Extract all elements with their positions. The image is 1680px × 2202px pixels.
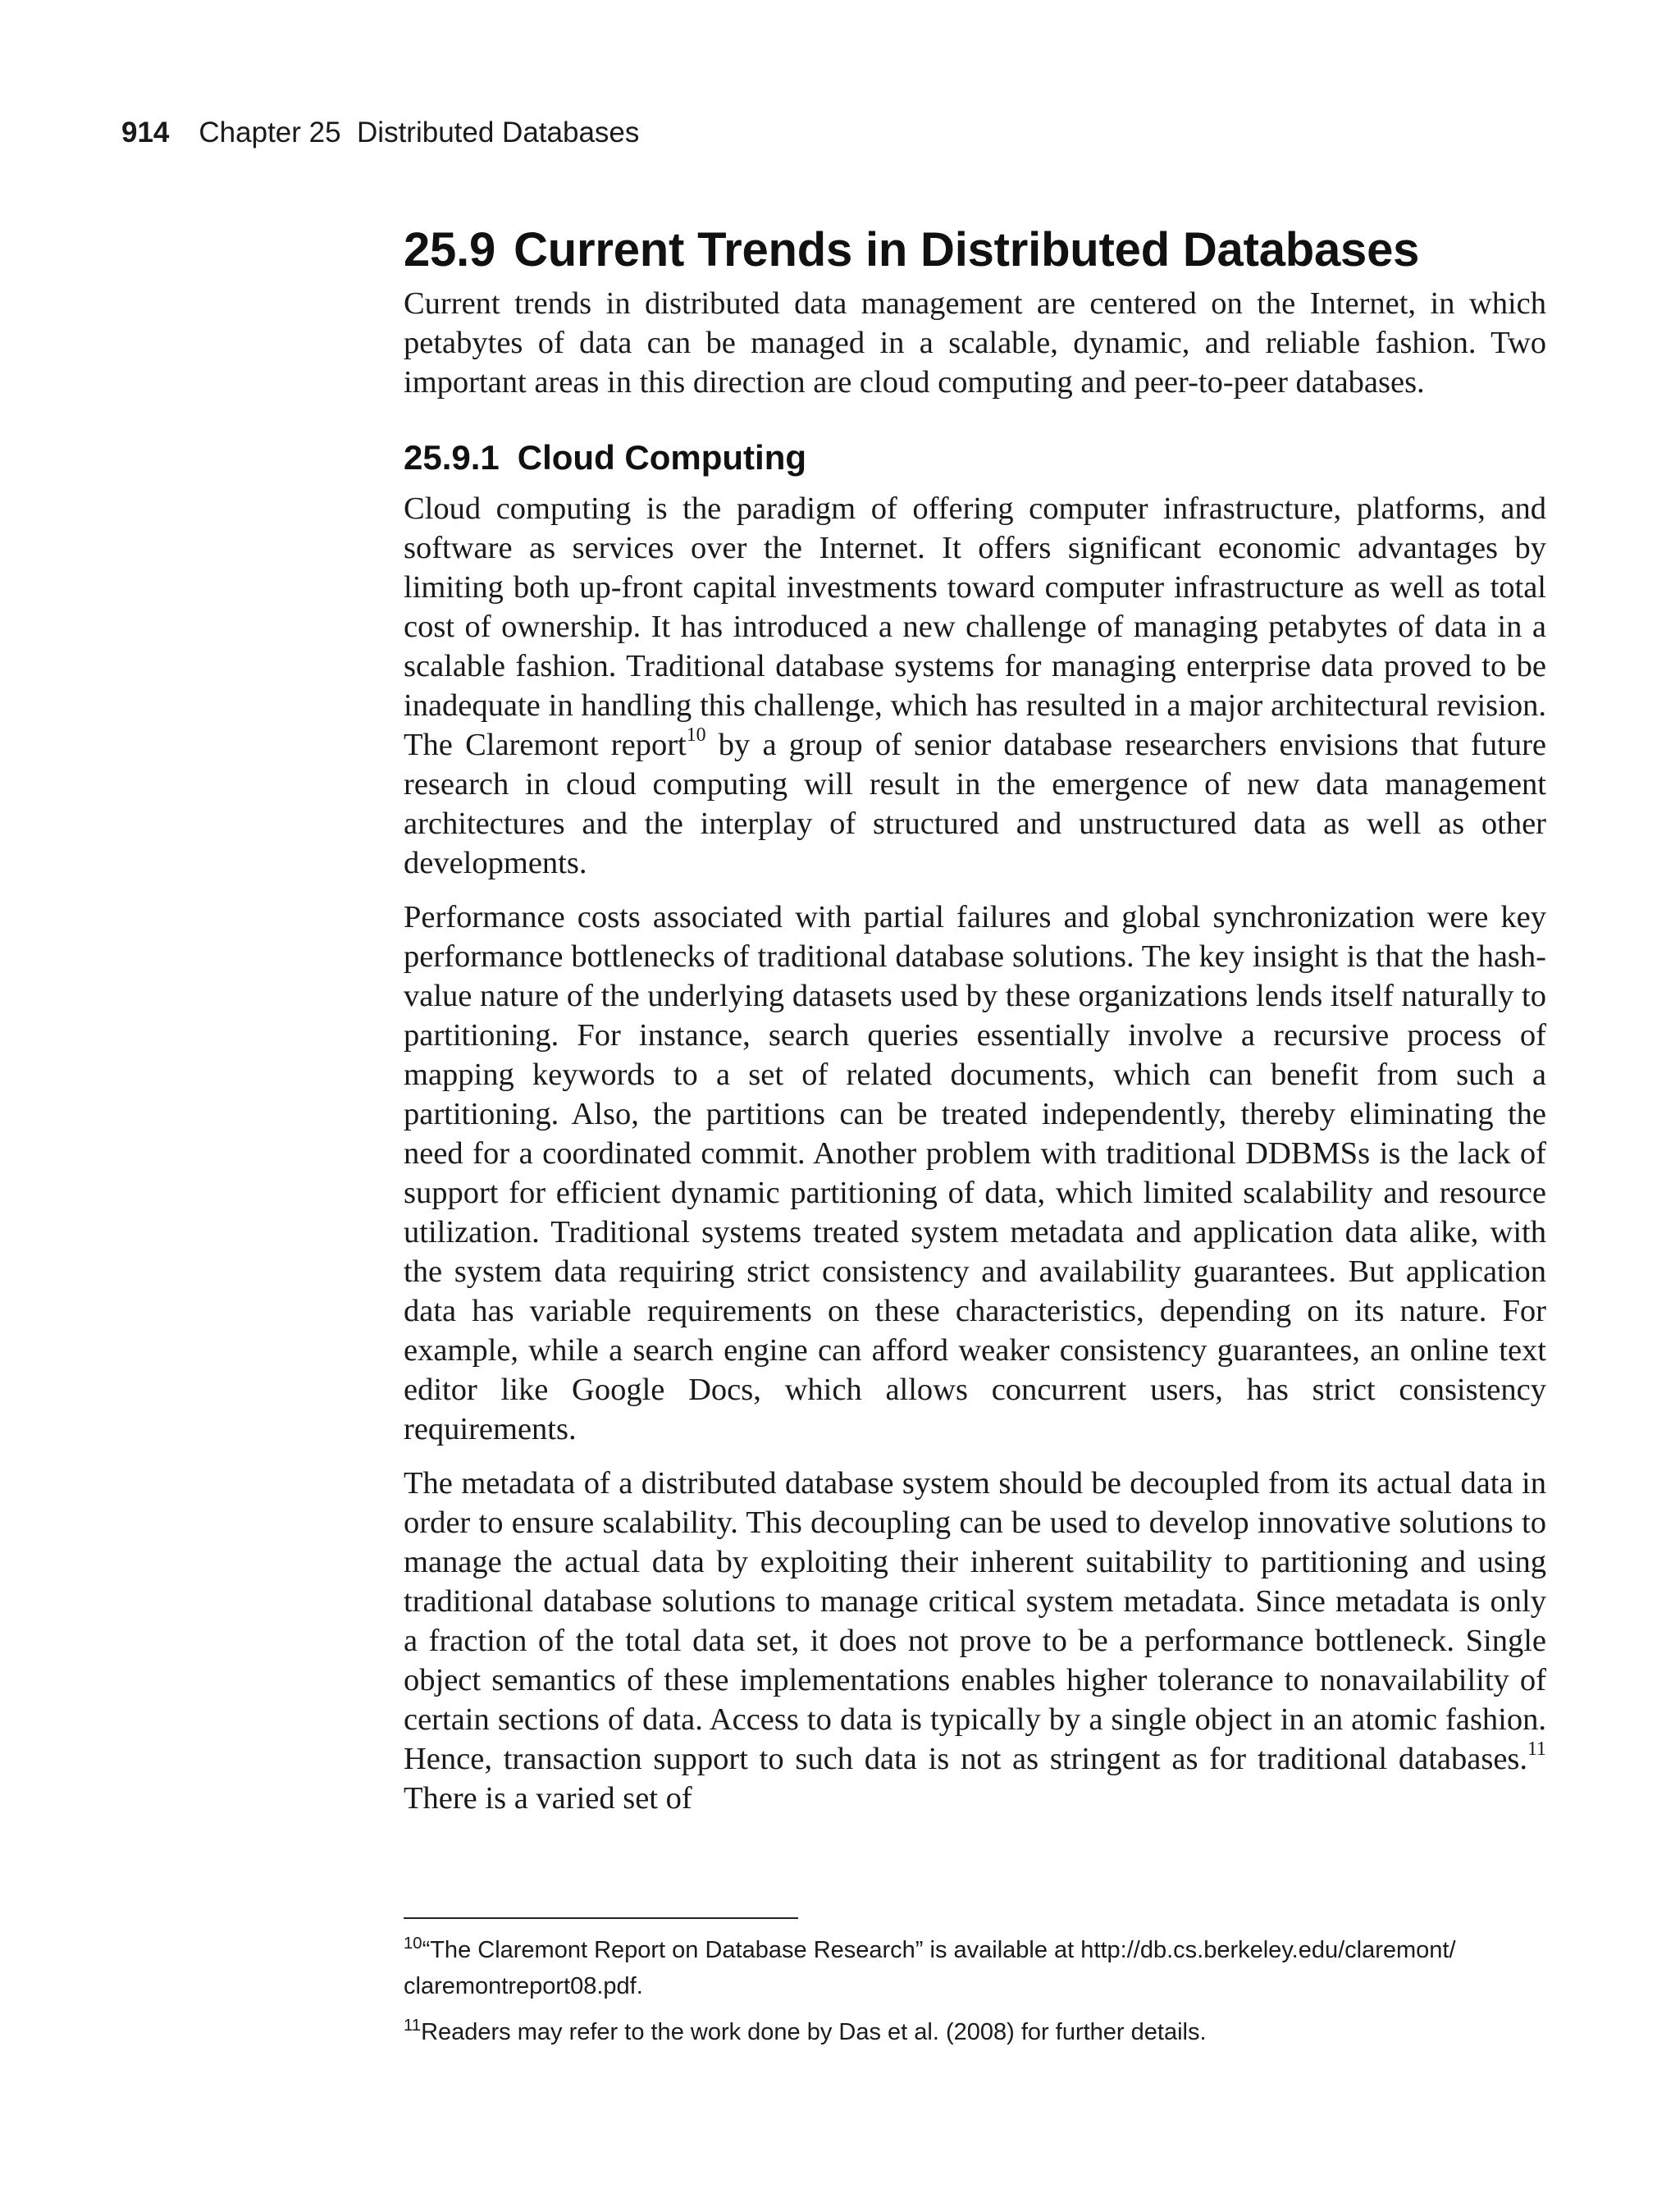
- paragraph-3-text-cont: There is a varied set of: [404, 1781, 692, 1816]
- footnote-mark: 11: [404, 2016, 422, 2035]
- paragraph-2: Performance costs associated with partial failures and global synchronization were key performance bottlenecks of traditional database solutions. The key insight is that the hash-value nature of the underlying datasets used by these organizations lends itself naturally to partitioning. For instance, search queries essentially involve a recursive process of mapping keywords to a set of related documents, which can benefit from such a partitioning. Also, the partitions can be treated independently, thereby eliminating the need for a coordinated commit. Another problem with traditional DDBMSs is the lack of support for efficient dynamic partitioning of data, which limited scalability and resource utilization. Traditional systems treated system metadata and application data alike, with the system data requiring strict consistency and availability guarantees. But application data has variable requirements on these characteristics, depending on its nature. For example, while a search engine can afford weaker consistency guarantees, an online text editor like Google Docs, which allows concurrent users, has strict consistency requirements.: [404, 900, 1546, 1446]
- footnote-divider: [404, 1917, 798, 1919]
- footnote-11: [404, 2014, 1546, 2050]
- footnote-ref-11: 11: [1527, 1738, 1546, 1761]
- section-intro-paragraph: Current trends in distributed data management are centered on the Internet, in which petabytes of data can be managed in a scalable, dynamic, and reliable fashion. Two important areas in this direction are cloud computing and peer-to-peer databases.: [404, 286, 1546, 400]
- footnote-text: Readers may refer to the work done by Das et al. (2008) for further details.: [421, 2019, 1207, 2045]
- main-content: [404, 222, 1546, 1833]
- footnote-10: [404, 1932, 1546, 2004]
- section-number: 25.9: [404, 223, 496, 276]
- footnote-text: “The Claremont Report on Database Research” is available at http://db.cs.berkeley.edu/claremont/ claremontreport08.pdf.: [404, 1937, 1456, 1999]
- subsection-heading: [404, 435, 1546, 481]
- subsection-number: 25.9.1: [404, 438, 500, 477]
- footnote-ref-10: 10: [686, 724, 706, 747]
- section-heading: [404, 222, 1546, 279]
- paragraph-1-text: Cloud computing is the paradigm of offering computer infrastructure, platforms, and software as services over the Internet. It offers significant economic advantages by limiting both up-front capital investments toward computer infrastructure as well as total cost of ownership. It has introduced a new challenge of managing petabytes of data in a scalable fashion. Traditional database systems for managing enterprise data proved to be inadequate in handling this challenge, which has resulted in a major architectural revision. The Claremont report: [404, 491, 1546, 762]
- running-head: [121, 116, 639, 149]
- section-title: Current Trends in Distributed Databases: [514, 223, 1420, 276]
- paragraph-3-text: The metadata of a distributed database system should be decoupled from its actual data in order to ensure scalability. This decoupling can be used to develop innovative solutions to manage the actual data by exploiting their inherent suitability to partitioning and using traditional database solutions to manage critical system metadata. Since metadata is only a fraction of the total data set, it does not prove to be a performance bottleneck. Single object semantics of these implementations enables higher tolerance to nonavailability of certain sections of data. Access to data is typically by a single object in an atomic fashion. Hence, transaction support to such data is not as stringent as for traditional databases.: [404, 1466, 1546, 1776]
- footnote-mark: 10: [404, 1934, 422, 1953]
- paragraph-1-text-cont: by a group of senior database researchers envisions that future research in cloud computing will result in the emergence of new data management architectures and the interplay of structured and unstructured data as well as other developments.: [404, 728, 1546, 880]
- page-number: 914: [121, 116, 170, 148]
- paragraph-3: [404, 1464, 1546, 1818]
- subsection-title: Cloud Computing: [517, 438, 807, 477]
- footnotes: [404, 1932, 1546, 2060]
- chapter-title: Chapter 25 Distributed Databases: [199, 116, 640, 148]
- paragraph-1: [404, 489, 1546, 883]
